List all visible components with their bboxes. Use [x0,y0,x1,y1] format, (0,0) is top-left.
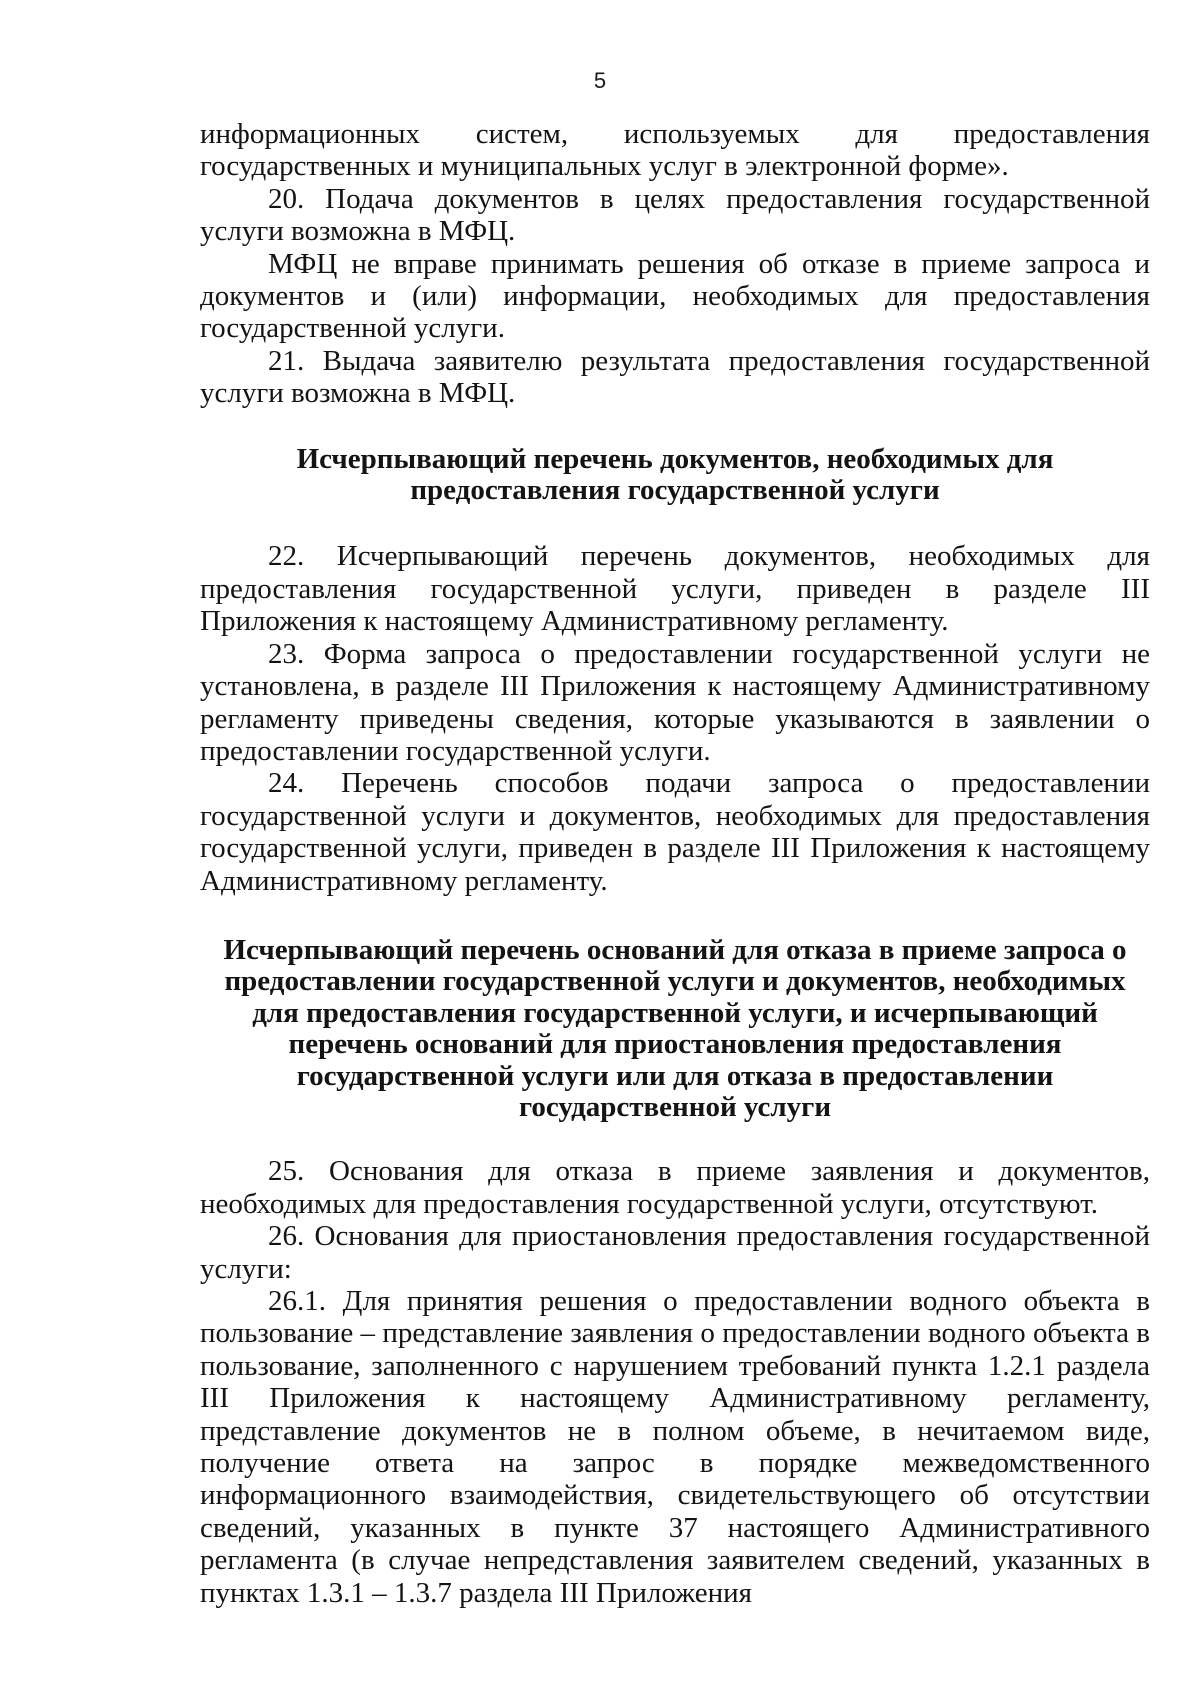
document-body [200,118,1150,1609]
paragraph-mfc-refusal: МФЦ не вправе принимать решения об отказе в приеме запроса и документов и (или) информации, необходимых для предоставления государственной услуги. [200,247,1150,345]
paragraph-24: 24. Перечень способов подачи запроса о предоставлении государственной услуги и документов, необходимых для предоставления государственной услуги, приведен в разделе III Приложения к настоящему Административному регламенту. [200,767,1150,897]
paragraph-21: 21. Выдача заявителю результата предоставления государственной услуги возможна в МФЦ. [200,344,1150,410]
page-number: 5 [593,68,607,93]
paragraph-20: 20. Подача документов в целях предоставления государственной услуги возможна в МФЦ. [200,182,1150,248]
paragraph-22: 22. Исчерпывающий перечень документов, необходимых для предоставления государственной услуги, приведен в разделе III Приложения к настоящему Административному регламенту. [200,540,1150,638]
paragraph-continuation: информационных систем, используемых для предоставления государственных и муниципальных услуг в электронной форме». [200,118,1150,183]
paragraph-25: 25. Основания для отказа в приеме заявления и документов, необходимых для предоставления государственной услуги, отсутствуют. [200,1155,1150,1220]
paragraph-26: 26. Основания для приостановления предоставления государственной услуги: [200,1220,1150,1285]
section-heading-documents: Исчерпывающий перечень документов, необходимых для предоставления государственной услуги [296,442,1054,507]
paragraph-26-1: 26.1. Для принятия решения о предоставлении водного объекта в пользование – представление заявления о предоставлении водного объекта в пользование, заполненного с нарушением требований пункта 1.2.1 раздела III Приложения к настоящему Административному регламенту, представление документов не в полном объеме, в нечитаемом виде, получение ответа на запрос в порядке межведомственного информационного взаимодействия, свидетельствующего об отсутствии сведений, указанных в пункте 37 настоящего Административного регламента (в случае непредставления заявителем сведений, указанных в пунктах 1.3.1 – 1.3.7 раздела III Приложения [200,1285,1150,1609]
paragraph-23: 23. Форма запроса о предоставлении государственной услуги не установлена, в разделе III Приложения к настоящему Административному регламенту приведены сведения, которые указываются в заявлении о предоставлении государственной услуги. [200,637,1150,767]
section-heading-refusal-grounds: Исчерпывающий перечень оснований для отказа в приеме запроса о предоставлении государственной услуги и документов, необходимых для предоставления государственной услуги, и исчерпывающий перечень оснований для приостановления предоставления государственной услуги или для отказа в предоставлении государственной услуги [223,933,1127,1123]
